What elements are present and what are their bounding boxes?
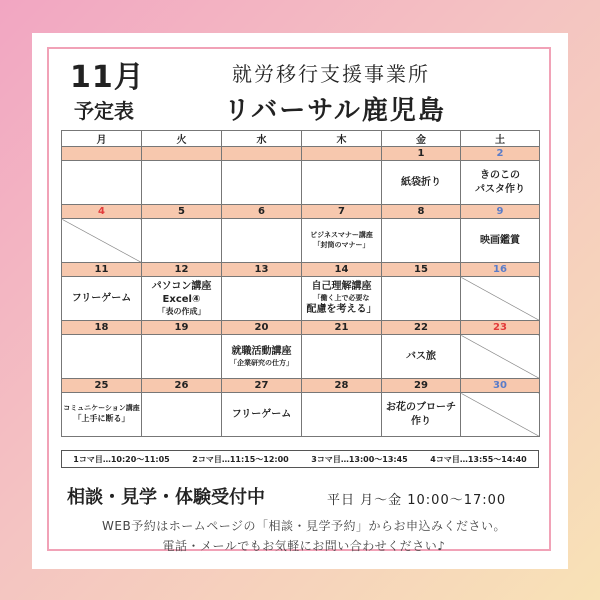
event-text: フリーゲーム (71, 292, 132, 304)
date-cell-fri: 8 (382, 205, 461, 219)
date-row (62, 321, 540, 335)
event-text: Excel④ (162, 294, 201, 306)
date-cell-mon: 4 (62, 205, 142, 219)
date-cell-thu: 7 (302, 205, 382, 219)
event-cell-thu (302, 219, 382, 263)
event-cell-tue (142, 393, 222, 437)
event-cell-thu (302, 277, 382, 321)
event-text: 「上手に断る」 (73, 413, 130, 423)
date-cell-wed (222, 147, 302, 161)
date-cell-sat: 23 (461, 321, 540, 335)
event-cell-fri (382, 335, 461, 379)
date-cell-mon: 25 (62, 379, 142, 393)
event-cell-fri (382, 277, 461, 321)
weekday-mon: 月 (62, 131, 142, 147)
event-cell-wed (222, 277, 302, 321)
event-text: 「表の作成」 (157, 306, 206, 316)
consult-title: 相談・見学・体験受付中 (67, 487, 265, 508)
event-text: きのこの (480, 170, 520, 181)
event-cell-fri (382, 393, 461, 437)
date-cell-thu: 21 (302, 321, 382, 335)
event-text: 就職活動講座 (231, 346, 292, 358)
date-row (62, 147, 540, 161)
event-cell-tue (142, 335, 222, 379)
date-cell-wed: 27 (222, 379, 302, 393)
weekday-wed: 水 (222, 131, 302, 147)
event-row (62, 277, 540, 321)
weekday-header-row (62, 131, 540, 147)
date-row (62, 263, 540, 277)
weekday-sat: 土 (461, 131, 540, 147)
event-cell-thu (302, 335, 382, 379)
date-cell-mon: 11 (62, 263, 142, 277)
event-text: パソコン講座 (151, 280, 212, 292)
event-cell-sat (461, 219, 540, 263)
event-cell-sat (461, 161, 540, 205)
event-cell-thu (302, 161, 382, 205)
date-cell-wed: 6 (222, 205, 302, 219)
date-cell-sat: 30 (461, 379, 540, 393)
event-cell-sat (461, 277, 540, 321)
date-cell-thu (302, 147, 382, 161)
web-reservation-note: WEB予約はホームページの「相談・見学予約」からお申込みください。 (102, 519, 506, 533)
date-cell-wed: 20 (222, 321, 302, 335)
date-cell-sat: 2 (461, 147, 540, 161)
event-text: パスタ作り (475, 183, 525, 195)
month-title: 11月 (70, 60, 145, 95)
date-cell-wed: 13 (222, 263, 302, 277)
event-text: 自己理解講座 (311, 281, 372, 293)
time-slot-3: 3コマ目…13:00～13:45 (311, 454, 408, 464)
event-cell-mon (62, 277, 142, 321)
date-row (62, 205, 540, 219)
contact-note: 電話・メールでもお気軽にお問い合わせください♪ (162, 539, 446, 553)
event-cell-tue (142, 161, 222, 205)
date-cell-tue: 19 (142, 321, 222, 335)
event-text: 「企業研究の仕方」 (230, 358, 293, 367)
date-cell-fri: 15 (382, 263, 461, 277)
event-text: ビジネスマナー講座 (310, 231, 373, 240)
event-text: 映画鑑賞 (480, 234, 520, 246)
event-text: 配慮を考える」 (306, 304, 377, 316)
business-hours: 平日 月～金 10:00～17:00 (327, 493, 507, 508)
event-cell-mon (62, 393, 142, 437)
date-cell-fri: 22 (382, 321, 461, 335)
event-row (62, 219, 540, 263)
event-cell-sat (461, 393, 540, 437)
event-cell-mon (62, 219, 142, 263)
event-cell-mon (62, 335, 142, 379)
date-cell-mon (62, 147, 142, 161)
weekday-thu: 木 (302, 131, 382, 147)
date-cell-tue: 5 (142, 205, 222, 219)
event-row (62, 161, 540, 205)
date-cell-sat: 9 (461, 205, 540, 219)
date-cell-fri: 1 (382, 147, 461, 161)
weekday-tue: 火 (142, 131, 222, 147)
event-cell-tue (142, 277, 222, 321)
event-cell-wed (222, 335, 302, 379)
schedule-label: 予定表 (74, 99, 134, 123)
event-cell-fri (382, 219, 461, 263)
time-slot-4: 4コマ目…13:55～14:40 (430, 454, 527, 464)
event-cell-tue (142, 219, 222, 263)
date-cell-fri: 29 (382, 379, 461, 393)
event-text: 「働く上で必要な (313, 293, 370, 302)
event-text: バス旅 (406, 350, 436, 362)
event-text: 「封筒のマナー」 (313, 240, 370, 249)
date-cell-tue: 26 (142, 379, 222, 393)
time-slot-1: 1コマ目…10:20～11:05 (73, 454, 170, 464)
date-row (62, 379, 540, 393)
event-cell-wed (222, 393, 302, 437)
office-name: リバーサル鹿児島 (224, 96, 446, 126)
date-cell-tue (142, 147, 222, 161)
event-cell-wed (222, 161, 302, 205)
event-text: 紙袋折り (401, 176, 441, 188)
calendar-table (61, 130, 540, 437)
time-slot-2: 2コマ目…11:15～12:00 (192, 454, 289, 464)
office-type: 就労移行支援事業所 (232, 62, 430, 86)
date-cell-thu: 28 (302, 379, 382, 393)
time-slot-bar (61, 450, 539, 468)
event-text: お花のブローチ (386, 402, 456, 413)
date-cell-sat: 16 (461, 263, 540, 277)
event-text: フリーゲーム (231, 408, 292, 420)
event-cell-wed (222, 219, 302, 263)
event-cell-fri (382, 161, 461, 205)
event-cell-thu (302, 393, 382, 437)
date-cell-tue: 12 (142, 263, 222, 277)
date-cell-thu: 14 (302, 263, 382, 277)
weekday-fri: 金 (382, 131, 461, 147)
event-cell-mon (62, 161, 142, 205)
event-row (62, 393, 540, 437)
event-cell-sat (461, 335, 540, 379)
date-cell-mon: 18 (62, 321, 142, 335)
event-text: コミュニケーション講座 (63, 404, 140, 413)
event-text: 作り (411, 415, 431, 427)
event-row (62, 335, 540, 379)
